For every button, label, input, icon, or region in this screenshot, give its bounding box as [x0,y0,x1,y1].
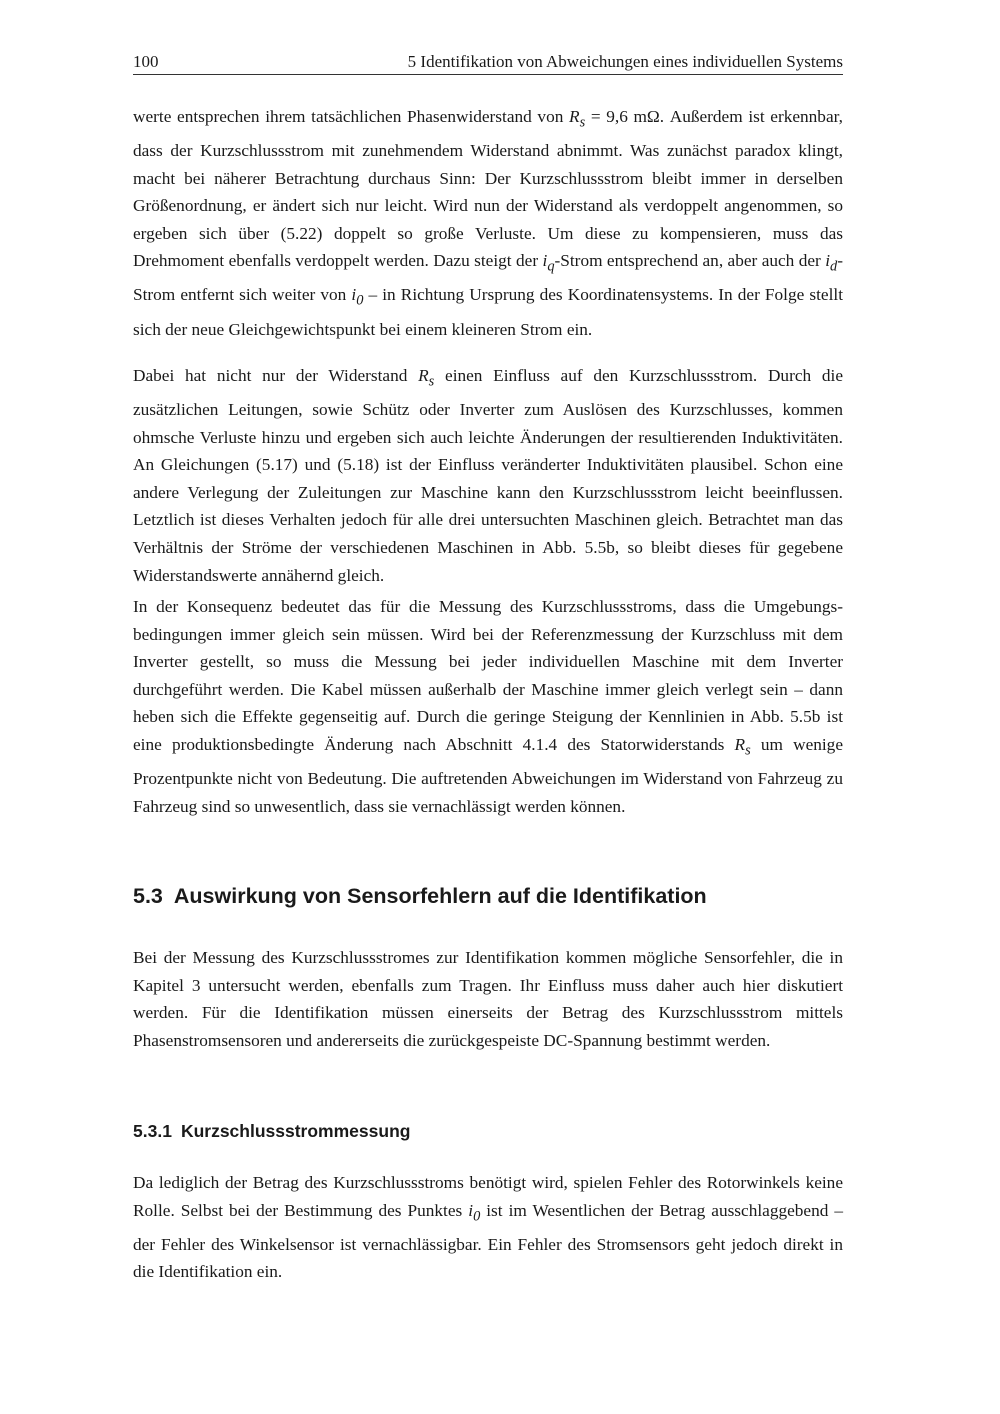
text-run: um wenige Prozentpunkte nicht von Bedeutung. Die auftretenden Abweichungen im Widerstand von Fahrzeug zu Fahrzeug sind so unwesentlich, dass sie vernachlässigt werden können. [133,734,843,816]
symbol-R-s: $R_s$ [418,366,435,390]
symbol-i-0: $i_0$ [351,285,364,309]
text-run: In der Konsequenz bedeutet das für die Messung des Kurzschlussstroms, dass die Umgebungsbedingungen immer gleich sein müssen. Wird bei der Referenzmessung der Kurzschluss mit dem Inverter gestellt, so muss die Messung bei jeder individuellen Maschine mit dem Inverter durchgeführt werden. Die Kabel müssen außerhalb der Maschine immer gleich verlegt sein – dann heben sich die Effekte gegenseitig auf. Durch die geringe Steigung der Kennlinien in Abb. 5.5b ist eine produktionsbedingte Änderung nach Abschnitt 4.1.4 des Statorwiderstands [133,597,843,754]
section-number: 5.3 [133,884,163,908]
paragraph-2 [133,362,843,589]
section-5-3-paragraph [133,944,843,1054]
subsection-heading-5-3-1 [133,1121,410,1142]
subsection-number: 5.3.1 [133,1121,172,1141]
subsection-5-3-1-paragraph [133,1169,843,1286]
text-run: Da lediglich der Betrag des Kurzschlussstroms benötigt wird, spielen Fehler des Rotorwinkels keine Rolle. Selbst bei der Bestimmung des Punktes [133,1173,843,1220]
paragraph-1 [133,103,843,343]
symbol-i-0: $i_0$ [468,1200,481,1225]
text-run: – in Richtung Ursprung des Koordinatensystems. In der Folge stellt sich der neue Gleichgewichtspunkt bei einem kleineren Strom ein. [133,285,843,339]
section-title: Auswirkung von Sensorfehlern auf die Identifikation [173,884,707,908]
text-run: einen Einfluss auf den Kurzschlussstrom. Durch die zusätzlichen Leitungen, sowie Schütz oder Inverter zum Auslösen des Kurzschlusses, kommen ohmsche Verluste hinzu und ergeben sich auch leichte Änderungen der resultierenden Induktivitäten. An Gleichungen (5.17) und (5.18) ist der Einfluss veränderter Induktivitäten plausibel. Schon eine andere Verlegung der Zuleitungen zur Maschine kann den Kurzschlussstrom leicht beeinflussen. Letztlich ist dieses Verhalten jedoch für alle drei untersuchten Maschinen gleich. Betrachtet man das Verhältnis der Ströme der verschiedenen Maschinen in Abb. 5.5b, so bleibt dieses für gegebene Widerstandswerte annähernd gleich. [133,366,843,585]
text-run: ist im Wesentlichen der Betrag ausschlaggebend – der Fehler des Winkelsensor ist vernachlässigbar. Ein Fehler des Stromsensors geht jedoch direkt in die Identifikation ein. [133,1200,843,1282]
symbol-R-s: $R_s$ [569,107,586,131]
page-header [133,50,843,75]
symbol-i-q: $i_q$ [542,251,555,275]
text-run: werte entsprechen ihrem tatsächlichen Phasenwiderstand von [133,107,570,126]
section-heading-5-3 [133,884,707,909]
text-run: = 9,6 mΩ. Außerdem ist erkennbar, dass der Kurzschlussstrom mit zunehmendem Widerstand abnimmt. Was zunächst paradox klingt, macht bei näherer Betrachtung durchaus Sinn: Der Kurzschlussstrom bleibt immer in derselben Größenordnung, er ändert sich nur leicht. Wird nun der Widerstand als verdoppelt angenommen, so ergeben sich über (5.22) doppelt so große Verluste. Um diese zu kompensieren, muss das Drehmoment ebenfalls verdoppelt werden. Dazu steigt der [133,107,844,271]
text-run: -Strom entfernt sich weiter von [133,251,843,305]
symbol-R-s: $R_s$ [734,734,751,759]
text-run: -Strom entsprechend an, aber auch der [554,251,826,271]
running-title: 5 Identifikation von Abweichungen eines individuellen Systems [407,52,843,71]
paragraph-3 [133,593,843,820]
page-number: 100 [133,52,159,71]
subsection-title: Kurzschlussstrommessung [180,1121,411,1141]
text-run: Dabei hat nicht nur der Widerstand [133,366,419,385]
symbol-i-d: $i_d$ [825,251,838,275]
text-run: Bei der Messung des Kurzschlussstromes zur Identifikation kommen mögliche Sensorfehler, die in Kapitel 3 untersucht werden, ebenfalls zum Tragen. Ihr Einfluss muss daher auch hier diskutiert werden. Für die Identifikation müssen einerseits der Betrag des Kurzschlussstrom mittels Phasenstromsensoren und andererseits die zurückgespeiste DC-Spannung bestimmt werden. [133,948,843,1050]
